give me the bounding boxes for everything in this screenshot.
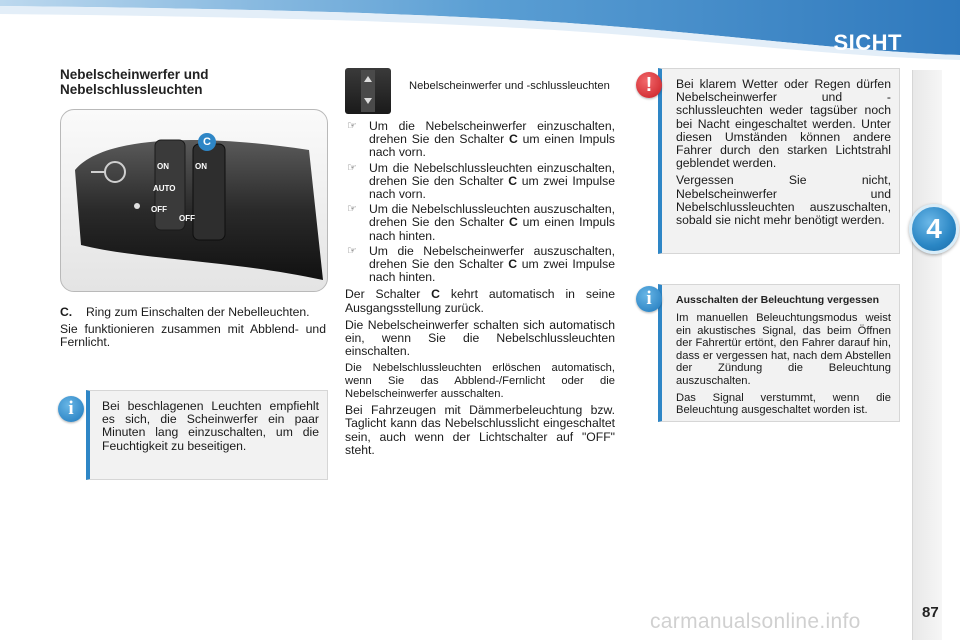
legend-c [60,306,326,319]
ring-on-label: ON [195,162,207,171]
page-number: 87 [922,604,939,621]
p1-start: Der Schalter [345,287,432,302]
bullet-key: C [508,173,518,188]
chapter-strip [912,70,942,640]
finger-point-icon: ☞ [347,244,357,257]
finger-point-icon: ☞ [347,120,357,132]
bullet-text: Um die Nebelschlussleuchten auszuschalten, drehen Sie den Schalter [369,202,615,230]
left-paragraph: Sie funktionieren zusammen mit Abblend- und Fernlicht. [60,322,326,350]
info-box-fog-text: Bei beschlagenen Leuchten empfiehlt es sich, die Scheinwerfer ein paar Minuten lang einzuschalten, um die Feuchtigkeit zu beseitigen. [102,399,319,453]
bullet-item [345,203,615,243]
legend-text: Ring zum Einschalten der Nebelleuchten. [86,305,310,319]
section-heading-line1: Nebelscheinwerfer und [60,67,209,82]
header-band [0,0,960,62]
bullet-text: Um die Nebelscheinwerfer auszuschalten, drehen Sie den Schalter [369,243,615,272]
watermark: carmanualsonline.info [650,610,861,633]
finger-point-icon: ☞ [347,161,357,174]
header-wave-graphic [0,0,960,62]
bullet-tail: um einen Impuls nach vorn. [369,132,615,160]
info-box-text-2: Das Signal verstummt, wenn die Beleuchtung ausgeschaltet worden ist. [676,391,891,417]
middle-column-text [345,120,615,457]
paragraph-return [345,288,615,314]
bullet-key: C [508,257,518,272]
left-column-text [60,306,326,350]
stalk-photo [60,109,328,292]
thumb-caption: Nebelscheinwerfer und -schlussleuchten [409,80,610,92]
bullet-tail: um zwei Impulse nach hinten. [369,257,615,285]
bullet-item [345,120,615,160]
ring2-off-label: OFF [151,205,167,214]
warning-box [658,68,900,254]
bullet-item [345,162,615,202]
section-heading-line2: Nebelschlussleuchten [60,82,203,97]
info-icon: i [636,286,662,312]
paragraph-auto-on: Die Nebelscheinwerfer schalten sich automatisch ein, wenn Sie die Nebelschlussleuchten einschalten. [345,317,615,359]
info-icon: i [58,396,84,422]
finger-point-icon: ☞ [347,203,357,216]
info-box-fog [86,390,328,480]
info-box-title: Ausschalten der Beleuchtung vergessen [676,294,880,306]
paragraph-auto-off: Die Nebelschlussleuchten erlöschen automatisch, wenn Sie das Abblend-/Fernlicht oder die Nebelscheinwerfer ausschalten. [345,362,615,400]
ring-off-label: OFF [179,214,195,223]
info-box-lights-forgotten [658,284,900,422]
section-title: SICHT [833,30,902,55]
chapter-badge[interactable]: 4 [909,204,959,254]
stalk-illustration [61,110,328,292]
legend-key: C. [60,305,73,319]
p1-end: kehrt automatisch in seine Ausgangsstellung zurück. [345,287,615,315]
bullet-item [345,245,615,285]
warning-text-1: Bei klarem Wetter oder Regen dürfen Nebelscheinwerfer und -schlussleuchten weder tagsüber noch bei Nacht eingeschaltet werden. Unter diesen Umständen können andere Fahrer durch den starken Lichtstrahl geblendet werden. [676,77,891,171]
info-box-text-1: Im manuellen Beleuchtungsmodus weist ein akustisches Signal, das beim Öffnen der Fahrertür ertönt, den Fahrer darauf hin, dass er vergessen hat, nach dem Abstellen der Zündung die Beleuchtung auszuschalten. [676,312,891,387]
ring2-auto-label: AUTO [153,184,176,193]
paragraph-daylight: Bei Fahrzeugen mit Dämmerbeleuchtung bzw. Taglicht kann das Nebelschlusslicht eingeschaltet sein, auch wenn der Lichtschalter auf "OFF" steht. [345,403,615,457]
bullet-key: C [509,132,518,147]
warning-text-2: Vergessen Sie nicht, Nebelscheinwerfer und Nebelschlussleuchten auszuschalten, sobald sie nicht mehr benötigt werden. [676,173,891,228]
fog-switch-graphic [345,68,391,114]
ring2-on-label: ON [157,162,169,171]
section-heading [60,67,209,97]
bullet-tail: um einen Impuls nach hinten. [369,215,615,243]
bullet-text: Um die Nebelscheinwerfer einzuschalten, drehen Sie den Schalter [369,119,615,147]
bullet-tail: um zwei Impulse nach vorn. [369,173,615,202]
callout-c: C [198,133,216,151]
p1-key: C [431,287,440,302]
fog-switch-thumbnail [345,68,391,114]
exclamation-icon: ! [636,72,662,98]
bullet-text: Um die Nebelschlussleuchten einzuschalten, drehen Sie den Schalter [369,160,615,188]
bullet-key: C [509,215,518,230]
